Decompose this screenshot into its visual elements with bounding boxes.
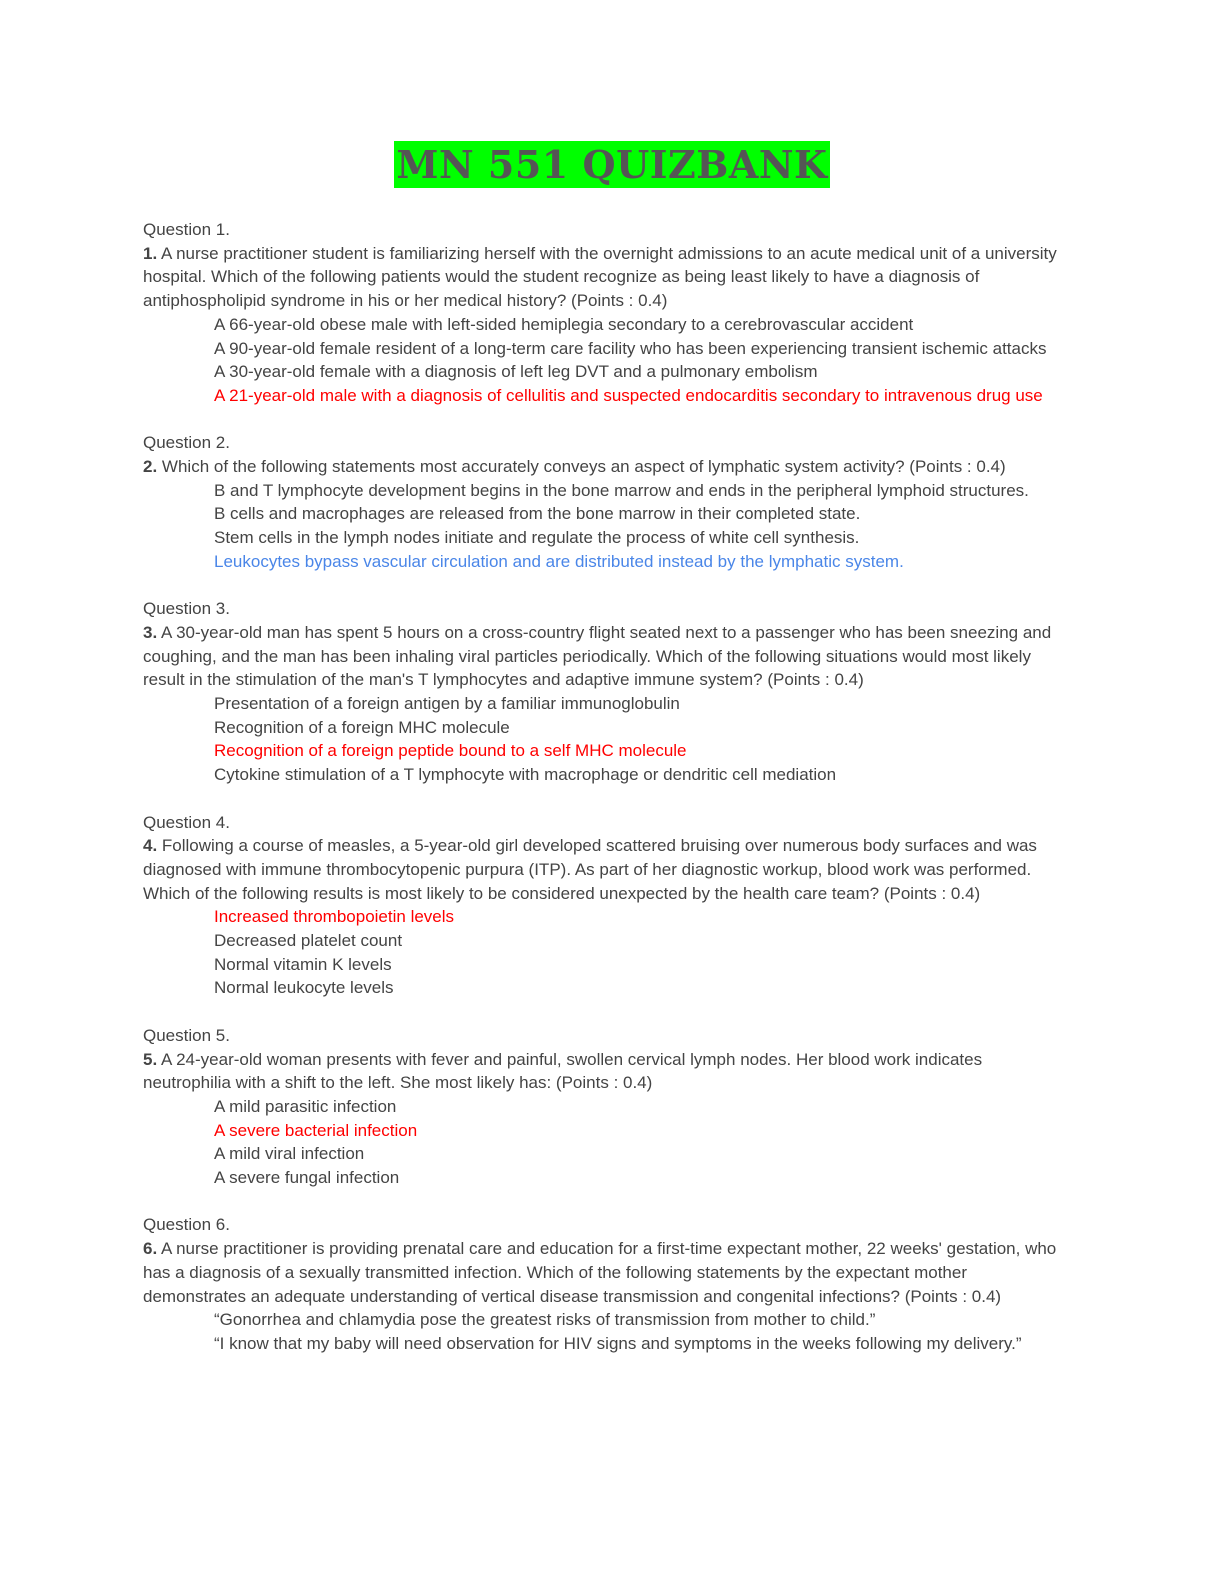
answer-option: “I know that my baby will need observation for HIV signs and symptoms in the weeks following my delivery.” — [214, 1333, 1022, 1353]
question-number: 4. — [143, 836, 158, 856]
question-text: A 24-year-old woman presents with fever and painful, swollen cervical lymph nodes. Her blood work indicates neutrophilia with a shift to the left. She most likely has: (Points : 0.4) — [143, 1049, 983, 1093]
document-title: MN 551 QUIZBANK — [396, 142, 828, 187]
question-label: Question 6. — [143, 1215, 230, 1235]
answer-option: A severe fungal infection — [214, 1168, 400, 1188]
answer-option-marked: Leukocytes bypass vascular circulation and are distributed instead by the lymphatic system. — [214, 551, 904, 571]
question-label: Question 5. — [143, 1025, 230, 1045]
question-stem — [143, 455, 1073, 479]
answer-option: Stem cells in the lymph nodes initiate and regulate the process of white cell synthesis. — [214, 528, 860, 548]
answer-option: A 30-year-old female with a diagnosis of left leg DVT and a pulmonary embolism — [214, 362, 818, 382]
answer-option: Recognition of a foreign MHC molecule — [214, 717, 510, 737]
question-text: A 30-year-old man has spent 5 hours on a cross-country flight seated next to a passenger who has been sneezing and coughing, and the man has been inhaling viral particles periodically. Which of the following situations would most likely result in the stimulation of the man's T lymphocytes and adaptive immune system? (Points : 0.4) — [143, 622, 1052, 690]
question-number: 2. — [143, 457, 158, 477]
answer-option: “Gonorrhea and chlamydia pose the greatest risks of transmission from mother to child.” — [214, 1310, 876, 1330]
question-label: Question 1. — [143, 220, 230, 239]
question-block — [143, 1024, 1073, 1190]
question-number: 1. — [143, 243, 158, 263]
answer-option: B and T lymphocyte development begins in the bone marrow and ends in the peripheral lymphoid structures. — [214, 480, 1029, 500]
question-text: A nurse practitioner is providing prenatal care and education for a first-time expectant mother, 22 weeks' gestation, who has a diagnosis of a sexually transmitted infection. Which of the following statements by the expectant mother demonstrates an adequate understanding of vertical disease transmission and congenital infections? (Points : 0.4) — [143, 1239, 1057, 1306]
answer-option: Presentation of a foreign antigen by a familiar immunoglobulin — [214, 694, 680, 714]
question-stem — [143, 834, 1073, 905]
answer-option: Normal leukocyte levels — [214, 978, 394, 998]
answer-option-marked: A severe bacterial infection — [214, 1120, 418, 1140]
question-number: 5. — [143, 1049, 158, 1069]
answer-option-marked: Increased thrombopoietin levels — [214, 907, 455, 927]
question-block — [143, 218, 1073, 408]
question-label: Question 3. — [143, 599, 230, 619]
answer-option: Cytokine stimulation of a T lymphocyte with macrophage or dendritic cell mediation — [214, 765, 837, 785]
answer-option: A 66-year-old obese male with left-sided hemiplegia secondary to a cerebrovascular accident — [214, 314, 914, 334]
question-stem — [143, 1237, 1073, 1308]
question-block — [143, 597, 1073, 787]
question-text: A nurse practitioner student is familiarizing herself with the overnight admissions to an acute medical unit of a university hospital. Which of the following patients would the student recognize as being least likely to have a diagnosis of antiphospholipid syndrome in his or her medical history? (Points : 0.4) — [143, 243, 1057, 311]
question-number: 6. — [143, 1239, 158, 1259]
question-stem — [143, 621, 1073, 692]
answer-option: Decreased platelet count — [214, 931, 403, 951]
question-number: 3. — [143, 622, 158, 642]
question-stem — [143, 1048, 1073, 1095]
question-block — [143, 431, 1073, 573]
answer-option: A 90-year-old female resident of a long-term care facility who has been experiencing transient ischemic attacks — [214, 338, 1047, 358]
answer-option: B cells and macrophages are released from the bone marrow in their completed state. — [214, 504, 861, 524]
answer-option-marked: Recognition of a foreign peptide bound to a self MHC molecule — [214, 741, 687, 761]
answer-option: A mild viral infection — [214, 1144, 365, 1164]
answer-option: A mild parasitic infection — [214, 1096, 397, 1116]
answer-option: Normal vitamin K levels — [214, 954, 392, 974]
quiz-content — [143, 218, 1073, 1379]
question-text: Which of the following statements most accurately conveys an aspect of lymphatic system activity? (Points : 0.4) — [157, 457, 1006, 477]
answer-option-marked: A 21-year-old male with a diagnosis of cellulitis and suspected endocarditis secondary to intravenous drug use — [214, 385, 1043, 405]
question-label: Question 4. — [143, 812, 230, 832]
question-label: Question 2. — [143, 433, 230, 453]
question-text: Following a course of measles, a 5-year-old girl developed scattered bruising over numerous body surfaces and was diagnosed with immune thrombocytopenic purpura (ITP). As part of her diagnostic workup, blood work was performed. Which of the following results is most likely to be considered unexpected by the health care team? (Points : 0.4) — [143, 836, 1037, 903]
question-block — [143, 1213, 1073, 1355]
title-container — [0, 141, 1224, 188]
question-stem — [143, 242, 1073, 313]
question-block — [143, 811, 1073, 1001]
